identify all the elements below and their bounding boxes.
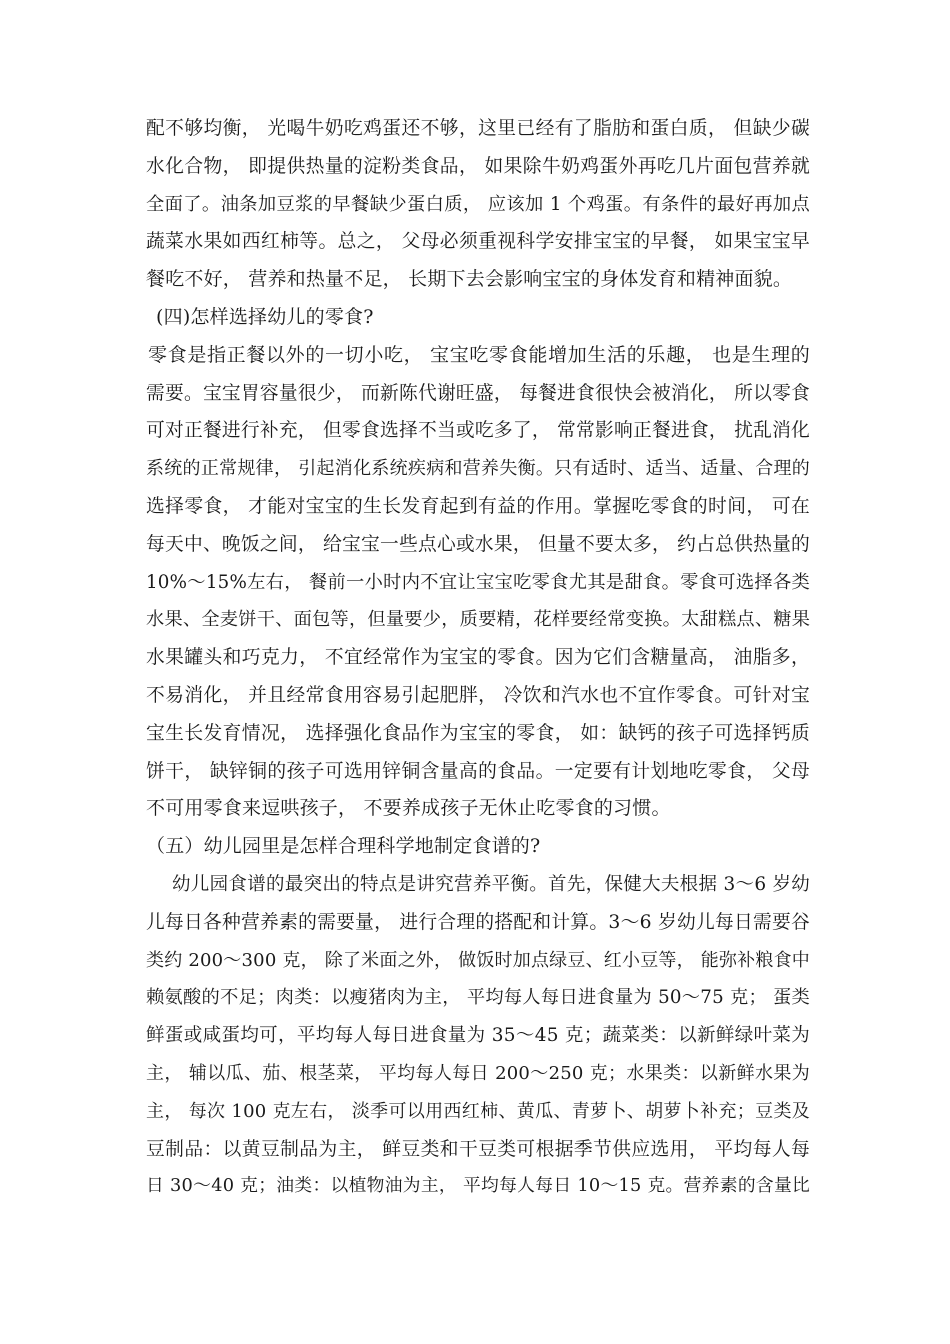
text-line: 水果罐头和巧克力， 不宜经常作为宝宝的零食。因为它们含糖量高， 油脂多， [146,647,810,669]
text-line: 蔬菜水果如西红柿等。总之， 父母必须重视科学安排宝宝的早餐， 如果宝宝早 [146,231,810,253]
document-body [146,110,810,1206]
text-line: 儿每日各种营养素的需要量， 进行合理的搭配和计算。3～6 岁幼儿每日需要谷 [146,911,810,933]
text-line: 不可用零食来逗哄孩子， 不要养成孩子无休止吃零食的习惯。 [146,797,671,820]
text-line: 豆制品：以黄豆制品为主， 鲜豆类和干豆类可根据季节供应选用， 平均每人每 [146,1138,810,1160]
text-line: 餐吃不好， 营养和热量不足， 长期下去会影响宝宝的身体发育和精神面貌。 [146,268,793,291]
text-line: 选择零食， 才能对宝宝的生长发育起到有益的作用。掌握吃零食的时间， 可在 [146,495,810,517]
section-heading: （五）幼儿园里是怎样合理科学地制定食谱的? [146,835,541,858]
text-line: 不易消化， 并且经常食用容易引起肥胖， 冷饮和汽水也不宜作零食。可针对宝 [146,684,810,706]
text-line: 水化合物， 即提供热量的淀粉类食品， 如果除牛奶鸡蛋外再吃几片面包营养就 [146,155,810,177]
text-line: 宝生长发育情况， 选择强化食品作为宝宝的零食， 如：缺钙的孩子可选择钙质 [146,722,810,744]
section-heading: (四)怎样选择幼儿的零食? [156,305,374,328]
text-line: 鲜蛋或咸蛋均可，平均每人每日进食量为 35～45 克；蔬菜类：以新鲜绿叶菜为 [146,1025,810,1047]
text-line: 系统的正常规律， 引起消化系统疾病和营养失衡。只有适时、适当、适量、合理的 [146,458,810,480]
text-line: 主， 每次 100 克左右， 淡季可以用西红柿、黄瓜、青萝卜、胡萝卜补充；豆类及 [146,1100,810,1122]
text-line: 幼儿园食谱的最突出的特点是讲究营养平衡。首先，保健大夫根据 3～6 岁幼 [172,873,810,895]
text-line: 零食是指正餐以外的一切小吃， 宝宝吃零食能增加生活的乐趣， 也是生理的 [148,343,810,366]
text-line: 配不够均衡， 光喝牛奶吃鸡蛋还不够，这里已经有了脂肪和蛋白质， 但缺少碳 [146,118,810,139]
text-line: 10%～15%左右， 餐前一小时内不宜让宝宝吃零食尤其是甜食。零食可选择各类 [146,571,810,593]
text-line: 类约 200～300 克， 除了米面之外， 做饭时加点绿豆、红小豆等， 能弥补粮食中 [146,949,810,971]
text-line: 全面了。油条加豆浆的早餐缺少蛋白质， 应该加 1 个鸡蛋。有条件的最好再加点 [146,193,810,215]
text-line: 可对正餐进行补充， 但零食选择不当或吃多了， 常常影响正餐进食， 扰乱消化 [146,420,810,442]
text-line: 水果、全麦饼干、面包等，但量要少，质要精，花样要经常变换。太甜糕点、糖果 [146,609,811,631]
text-line: 日 30～40 克；油类：以植物油为主， 平均每人每日 10～15 克。营养素的含量比 [146,1176,810,1197]
text-line: 每天中、晚饭之间， 给宝宝一些点心或水果， 但量不要太多， 约占总供热量的 [146,533,810,555]
text-line: 需要。宝宝胃容量很少， 而新陈代谢旺盛， 每餐进食很快会被消化， 所以零食 [146,382,810,404]
text-line: 饼干， 缺锌铜的孩子可选用锌铜含量高的食品。一定要有计划地吃零食， 父母 [146,760,810,782]
text-line: 赖氨酸的不足；肉类：以瘦猪肉为主， 平均每人每日进食量为 50～75 克； 蛋类 [146,987,810,1009]
text-line: 主， 辅以瓜、茄、根茎菜， 平均每人每日 200～250 克；水果类：以新鲜水果为 [146,1062,810,1084]
